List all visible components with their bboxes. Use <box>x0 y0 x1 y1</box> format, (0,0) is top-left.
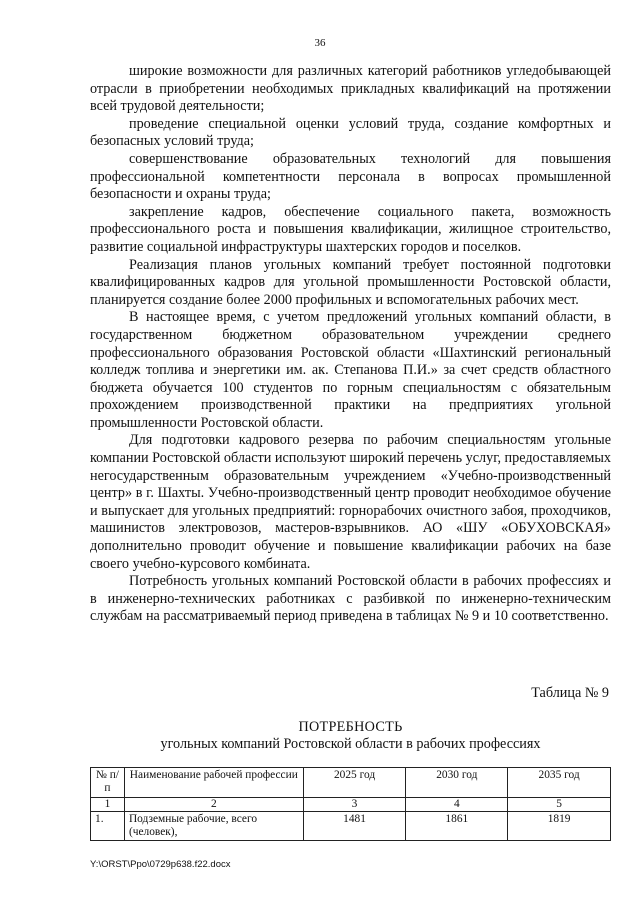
footer-file-path: Y:\ORST\Ppo\0729p638.f22.docx <box>90 859 231 870</box>
paragraph: закрепление кадров, обеспечение социального пакета, возможность профессионального роста и повышения квалификации, жилищное строительство, развитие социальной инфраструктуры шахтерских городов и поселков. <box>90 203 611 255</box>
table-header-row <box>91 768 611 798</box>
header-cell-2035: 2035 год <box>508 768 611 798</box>
row-number-cell: 1. <box>91 812 125 841</box>
paragraph: проведение специальной оценки условий труда, создание комфортных и безопасных условий труда; <box>90 115 611 150</box>
paragraph: совершенствование образовательных технологий для повышения профессиональной компетентности персонала в вопросах промышленной безопасности и охраны труда; <box>90 150 611 203</box>
needs-table <box>90 767 611 841</box>
header-cell-2025: 2025 год <box>303 768 406 798</box>
page-number: 36 <box>314 37 326 49</box>
table-row <box>91 812 611 841</box>
table-title: ПОТРЕБНОСТЬ <box>298 719 403 735</box>
row-value-2030: 1861 <box>406 812 508 841</box>
paragraph: Для подготовки кадрового резерва по рабочим специальностям угольные компании Ростовской области используют широкий перечень услуг, предоставляемых негосударственным образовательным учреждением «Учебно-производственный центр» в г. Шахты. Учебно-производственный центр проводит необходимое обучение и выпускает для угольных предприятий: горнорабочих очистного забоя, проходчиков, машинистов электровозов, мастеров-взрывников. АО «ШУ «ОБУХОВСКАЯ» дополнительно проводит обучение и повышение квалификации рабочих на базе своего учебно-курсового комбината. <box>90 432 611 572</box>
paragraph: Реализация планов угольных компаний требует постоянной подготовки квалифицированных кадров для угольной промышленности Ростовской области, планируется создание более 2000 профильных и вспомогательных рабочих мест. <box>90 256 611 308</box>
table-subtitle: угольных компаний Ростовской области в рабочих профессиях <box>160 736 541 752</box>
header-cell-2030: 2030 год <box>406 768 508 798</box>
header-cell-profession: Наименование рабочей профессии <box>124 768 303 798</box>
row-value-2035: 1819 <box>508 812 611 841</box>
table-column-number-row <box>91 798 611 812</box>
paragraph: В настоящее время, с учетом предложений угольных компаний области, в государственном бюджетном образовательном учреждении среднего профессионального образования Ростовской области «Шахтинский региональный колледж топлива и энергетики им. ак. Степанова П.И.» за счет средств областного бюджета обучается 100 студентов по горным специальностям с обязательным прохождением производственной практики на предприятиях угольной промышленности Ростовской области. <box>90 309 611 431</box>
document-body <box>90 63 611 626</box>
column-number-cell: 4 <box>406 798 508 812</box>
column-number-cell: 1 <box>91 798 125 812</box>
table-label: Таблица № 9 <box>531 685 609 701</box>
table-heading <box>90 719 611 753</box>
row-profession-cell: Подземные рабочие, всего (человек), <box>124 812 303 841</box>
column-number-cell: 3 <box>303 798 406 812</box>
column-number-cell: 2 <box>124 798 303 812</box>
column-number-cell: 5 <box>508 798 611 812</box>
header-cell-number: № п/п <box>91 768 125 798</box>
paragraph: широкие возможности для различных категорий работников угледобывающей отрасли в приобретении необходимых прикладных квалификаций на протяжении всей трудовой деятельности; <box>90 63 611 115</box>
row-value-2025: 1481 <box>303 812 406 841</box>
paragraph: Потребность угольных компаний Ростовской области в рабочих профессиях и в инженерно-технических работниках с разбивкой по инженерно-техническим службам на рассматриваемый период приведена в таблицах № 9 и 10 соответственно. <box>90 573 611 625</box>
